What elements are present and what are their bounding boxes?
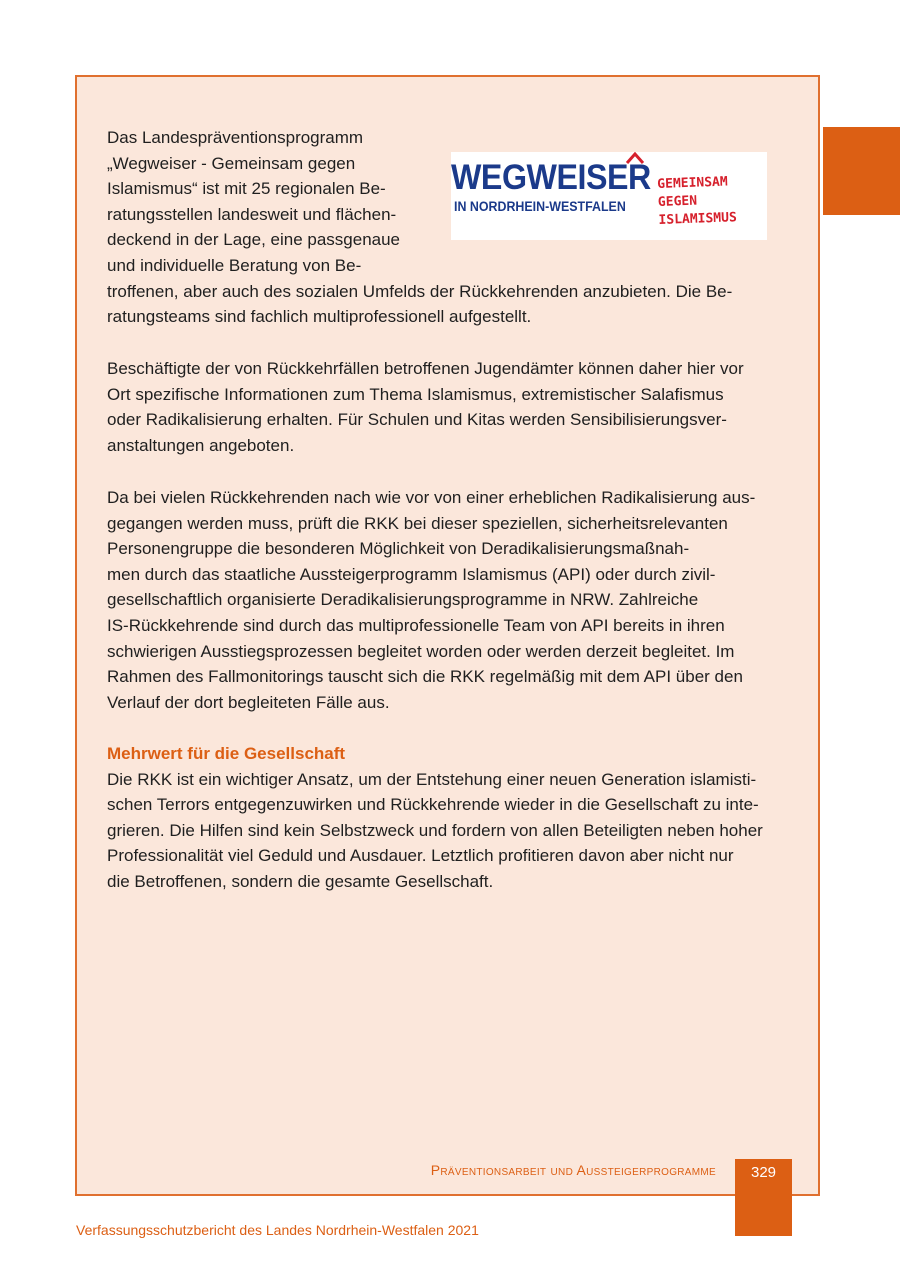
text-line: Verlauf der dort begleiteten Fälle aus.: [107, 692, 390, 712]
text-line: IS-Rückkehrende sind durch das multiprofessionelle Team von API bereits in ihren: [107, 615, 725, 635]
paragraph-jugendaemter: [107, 356, 797, 458]
text-line: Die RKK ist ein wichtiger Ansatz, um der Entstehung einer neuen Generation islamisti-: [107, 769, 757, 789]
logo-subtitle: IN NORDRHEIN-WESTFALEN: [454, 199, 626, 214]
report-title: Verfassungsschutzbericht des Landes Nordrhein-Westfalen 2021: [76, 1222, 479, 1238]
text-line: schen Terrors entgegenzuwirken und Rückkehrende wieder in die Gesellschaft zu inte-: [107, 795, 759, 815]
paragraph-wegweiser: [107, 125, 797, 330]
chapter-side-tab: [823, 127, 900, 215]
text-line: Das Landespräventionsprogramm: [107, 128, 364, 147]
paragraph-deradikalisierung: [107, 485, 797, 715]
text-line: Personengruppe die besonderen Möglichkeit von Deradikalisierungsmaßnah-: [107, 539, 690, 559]
text-line: Beschäftigte der von Rückkehrfällen betroffenen Jugendämter können daher hier vor: [107, 359, 744, 378]
text-line: ratungsstellen landesweit und flächen-: [107, 204, 397, 224]
text-line: grieren. Die Hilfen sind kein Selbstzweck und fordern von allen Beteiligten neben hoher: [107, 820, 763, 840]
logo-slogan-line: GEMEINSAM: [657, 174, 728, 192]
page-number-tab: [735, 1159, 792, 1236]
text-line: men durch das staatliche Aussteigerprogramm Islamismus (API) oder durch zivil-: [107, 564, 716, 584]
text-line: und individuelle Beratung von Be-: [107, 255, 362, 275]
section-heading: Mehrwert für die Gesellschaft: [107, 744, 346, 763]
page-number: 329: [750, 1164, 777, 1181]
text-line: Ort spezifische Informationen zum Thema Islamismus, extremistischer Salafismus: [107, 384, 724, 404]
text-line: „Wegweiser - Gemeinsam gegen: [107, 153, 356, 173]
section-mehrwert: [107, 741, 797, 895]
logo-slogan-line: GEGEN: [657, 193, 698, 210]
text-line: ratungsteams sind fachlich multiprofessionell aufgestellt.: [107, 307, 532, 327]
text-line: anstaltungen angeboten.: [107, 435, 295, 455]
text-line: oder Radikalisierung erhalten. Für Schulen und Kitas werden Sensibilisierungsver-: [107, 410, 727, 430]
text-line: Da bei vielen Rückkehrenden nach wie vor von einer erheblichen Radikalisierung aus-: [107, 488, 756, 507]
logo-slogan-line: ISLAMISMUS: [658, 210, 738, 228]
running-section-title: Präventionsarbeit und Aussteigerprogramme: [430, 1162, 716, 1178]
text-line: die Betroffenen, sondern die gesamte Gesellschaft.: [107, 871, 494, 891]
text-line: Islamismus“ ist mit 25 regionalen Be-: [107, 179, 386, 199]
text-line: Rahmen des Fallmonitorings tauscht sich die RKK regelmäßig mit dem API über den: [107, 667, 743, 687]
text-line: troffenen, aber auch des sozialen Umfelds der Rückkehrenden anzubieten. Die Be-: [107, 281, 733, 301]
text-line: Professionalität viel Geduld und Ausdauer. Letztlich profitieren davon aber nicht nur: [107, 846, 734, 866]
text-line: gesellschaftlich organisierte Deradikalisierungsprogramme in NRW. Zahlreiche: [107, 590, 699, 610]
text-line: schwierigen Ausstiegsprozessen begleitet worden oder werden derzeit begleitet. Im: [107, 641, 735, 661]
logo-wordmark: WEGWEISER: [451, 158, 651, 197]
text-line: deckend in der Lage, eine passgenaue: [107, 230, 401, 250]
text-line: gegangen werden muss, prüft die RKK bei dieser speziellen, sicherheitsrelevanten: [107, 513, 728, 533]
